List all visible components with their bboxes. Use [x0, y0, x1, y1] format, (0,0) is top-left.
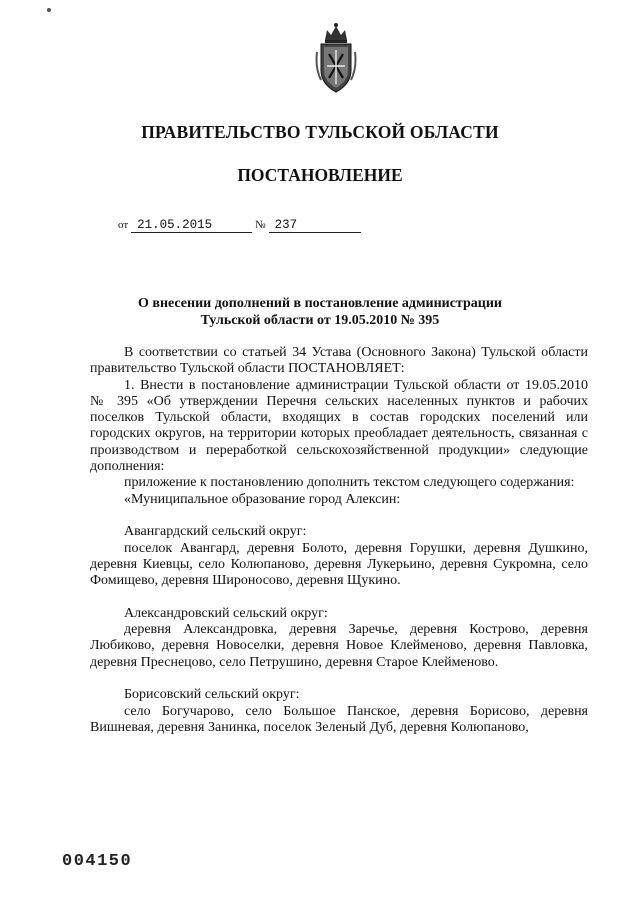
district-title-aleksandrovsky: Александровский сельский округ:	[124, 605, 328, 621]
district-text-avangard: поселок Авангард, деревня Болото, деревня Горушки, деревня Душкино, деревня Киевцы, село Колюпаново, деревня Лукерьино, деревня Сукромна, село Фомищево, деревня Широносово, деревня Щукино.	[90, 540, 588, 589]
paragraph-item-1: 1. Внести в постановление администрации Тульской области от 19.05.2010 № 395 «Об утверждении Перечня сельских населенных пунктов и рабочих поселков Тульской области, входящих в состав городских поселений или городских округов, на территории которых преобладает деятельность, связанная с производством и переработкой сельскохозяйственной продукции» следующие дополнения:	[90, 377, 588, 475]
paragraph-appendix: приложение к постановлению дополнить текстом следующего содержания:	[124, 475, 575, 491]
document-title	[0, 295, 640, 329]
title-line-2: Тульской области от 19.05.2010 № 395	[200, 313, 440, 328]
title-line-1: О внесении дополнений в постановление администрации	[138, 296, 502, 311]
document-body	[90, 345, 588, 736]
district-title-avangard: Авангардский сельский округ:	[124, 524, 307, 540]
scan-dot	[47, 8, 51, 12]
document-type-heading: ПОСТАНОВЛЕНИЕ	[237, 165, 403, 185]
district-text-aleksandrovsky: деревня Александровка, деревня Заречье, деревня Кострово, деревня Любиково, деревня Новоселки, деревня Новое Клейменово, деревня Павловка, деревня Преснецово, село Петрушино, деревня Старое Клейменово.	[90, 622, 588, 670]
paragraph-preamble: В соответствии со статьей 34 Устава (Основного Закона) Тульской области правительство Тульской области ПОСТАНОВЛЯЕТ:	[90, 345, 588, 377]
document-number: 237	[269, 218, 361, 233]
district-text-borisovsky: село Богучарово, село Большое Панское, деревня Борисово, деревня Вишневая, деревня Занинка, поселок Зеленый Дуб, деревня Колюпаново,	[90, 703, 588, 735]
tula-coat-of-arms-icon	[315, 18, 357, 96]
date-prefix: от	[118, 219, 129, 231]
district-title-borisovsky: Борисовский сельский округ:	[124, 687, 300, 703]
number-prefix: №	[255, 219, 266, 231]
government-heading: ПРАВИТЕЛЬСТВО ТУЛЬСКОЙ ОБЛАСТИ	[141, 122, 499, 142]
document-date: 21.05.2015	[131, 218, 252, 233]
paragraph-municipality: «Муниципальное образование город Алексин:	[124, 491, 401, 507]
serial-number: 004150	[62, 852, 133, 871]
date-number-line	[118, 217, 361, 233]
